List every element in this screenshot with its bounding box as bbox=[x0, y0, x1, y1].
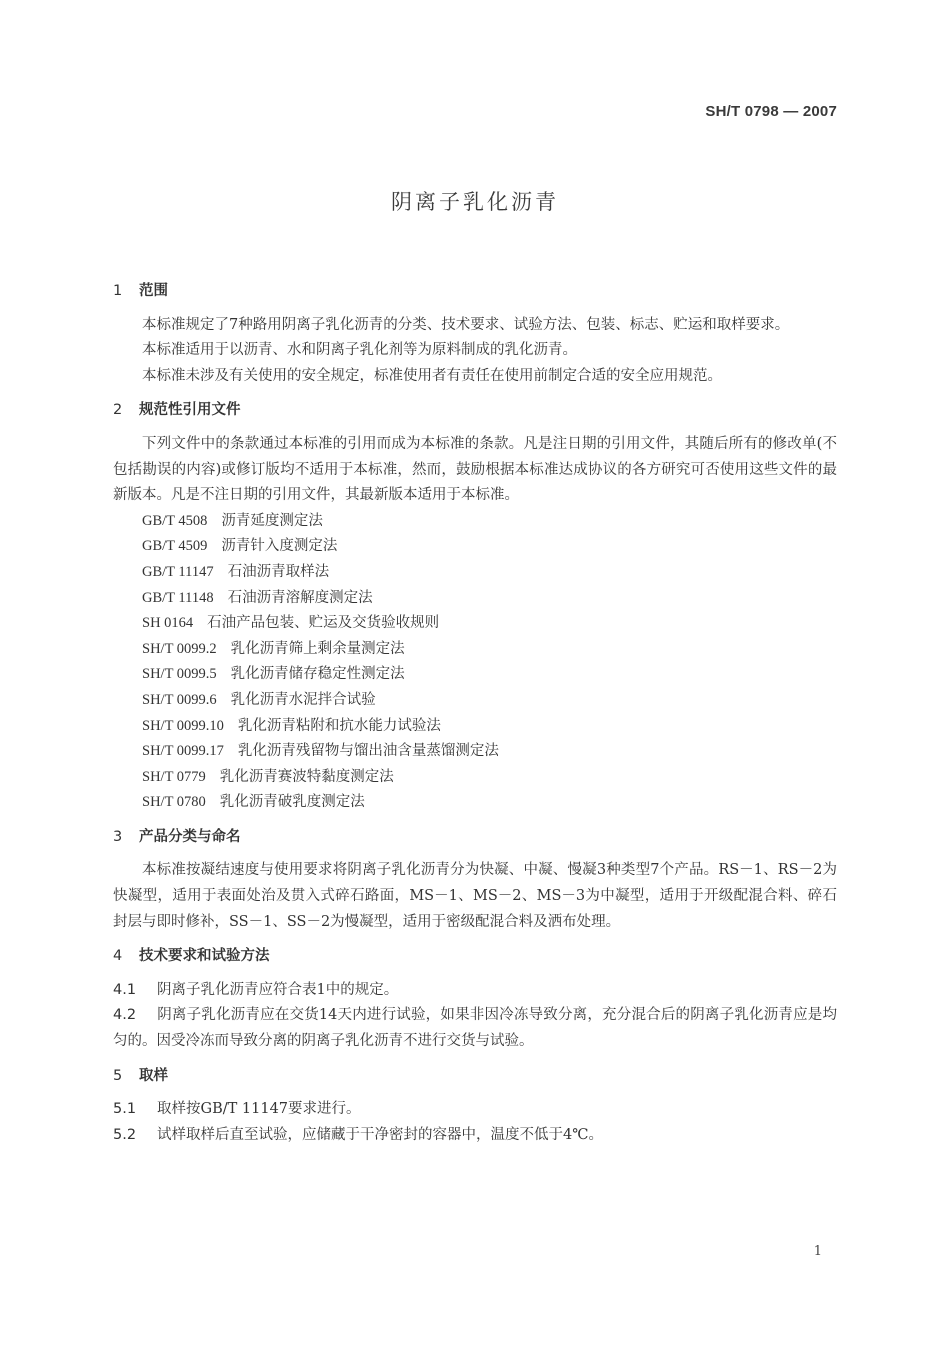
reference-name: 乳化沥青赛波特黏度测定法 bbox=[219, 768, 394, 785]
reference-code: SH/T 0099.2 bbox=[142, 640, 217, 657]
section-title: 规范性引用文件 bbox=[139, 402, 241, 419]
standard-code: SH/T 0798 — 2007 bbox=[705, 103, 837, 120]
reference-name: 乳化沥青水泥拌合试验 bbox=[230, 691, 376, 708]
paragraph: 下列文件中的条款通过本标准的引用而成为本标准的条款。凡是注日期的引用文件，其随后所有的修改单(不包括勘误的内容)或修订版均不适用于本标准，然而，鼓励根据本标准达成协议的各方研究可否使用这些文件的最新版本。凡是不注日期的引用文件，其最新版本适用于本标准。 bbox=[113, 435, 837, 504]
document-title: 阴离子乳化沥青 bbox=[391, 190, 559, 214]
clause-number: 4.2 bbox=[113, 1007, 137, 1024]
section-title: 技术要求和试验方法 bbox=[139, 948, 270, 965]
paragraph: 本标准适用于以沥青、水和阴离子乳化剂等为原料制成的乳化沥青。 bbox=[142, 342, 577, 359]
reference-name: 石油沥青取样法 bbox=[227, 563, 330, 580]
section-heading-sampling bbox=[113, 1064, 837, 1090]
clause bbox=[113, 1003, 837, 1054]
section-title: 范围 bbox=[139, 283, 168, 299]
section-number: 2 bbox=[113, 402, 123, 419]
section-number: 1 bbox=[113, 283, 123, 299]
document-body bbox=[113, 279, 837, 1148]
section-heading-normative-references bbox=[113, 398, 837, 424]
reference-code: SH/T 0099.10 bbox=[142, 717, 224, 734]
reference-item bbox=[113, 662, 837, 688]
page-number: 1 bbox=[813, 1244, 822, 1259]
section-title: 取样 bbox=[139, 1067, 168, 1084]
clause-text: 取样按GB/T 11147要求进行。 bbox=[157, 1101, 361, 1118]
clause-number: 5.1 bbox=[113, 1101, 137, 1118]
clause-text: 阴离子乳化沥青应在交货14天内进行试验，如果非因冷冻导致分离，充分混合后的阴离子乳化沥青应是均匀的。因受冷冻而导致分离的阴离子乳化沥青不进行交货与试验。 bbox=[113, 1007, 837, 1050]
reference-code: GB/T 4508 bbox=[142, 512, 208, 529]
section-heading-technical-requirements bbox=[113, 944, 837, 970]
reference-item bbox=[113, 790, 837, 816]
clause bbox=[113, 1097, 837, 1123]
reference-item bbox=[113, 560, 837, 586]
section-heading-classification bbox=[113, 825, 837, 851]
reference-code: SH 0164 bbox=[142, 615, 194, 632]
reference-item bbox=[113, 765, 837, 791]
reference-name: 乳化沥青筛上剩余量测定法 bbox=[230, 640, 405, 657]
reference-list bbox=[113, 509, 837, 816]
reference-code: GB/T 4509 bbox=[142, 538, 208, 555]
reference-name: 石油产品包装、贮运及交货验收规则 bbox=[207, 615, 440, 632]
reference-name: 石油沥青溶解度测定法 bbox=[227, 589, 373, 606]
clause-text: 试样取样后直至试验，应储藏于干净密封的容器中，温度不低于4℃。 bbox=[157, 1126, 603, 1143]
paragraph: 本标准按凝结速度与使用要求将阴离子乳化沥青分为快凝、中凝、慢凝3种类型7个产品。RS－1、RS－2为快凝型，适用于表面处治及贯入式碎石路面，MS－1、MS－2、MS－3为中凝型，适用于开级配混合料、碎石封层与即时修补，SS－1、SS－2为慢凝型，适用于密级配混合料及洒布处理。 bbox=[113, 862, 837, 930]
reference-name: 乳化沥青储存稳定性测定法 bbox=[230, 666, 405, 683]
reference-code: SH/T 0779 bbox=[142, 768, 206, 785]
reference-code: SH/T 0099.17 bbox=[142, 743, 224, 760]
reference-item bbox=[113, 534, 837, 560]
section-number: 4 bbox=[113, 948, 123, 965]
reference-item bbox=[113, 637, 837, 663]
clause bbox=[113, 1123, 837, 1149]
reference-name: 乳化沥青破乳度测定法 bbox=[219, 794, 365, 811]
clause-number: 5.2 bbox=[113, 1126, 137, 1143]
section-number: 5 bbox=[113, 1067, 123, 1084]
reference-code: SH/T 0780 bbox=[142, 794, 206, 811]
reference-name: 乳化沥青粘附和抗水能力试验法 bbox=[237, 717, 441, 734]
reference-name: 乳化沥青残留物与馏出油含量蒸馏测定法 bbox=[237, 743, 499, 760]
clause bbox=[113, 978, 837, 1004]
reference-name: 沥青延度测定法 bbox=[221, 512, 323, 529]
clause-text: 阴离子乳化沥青应符合表1中的规定。 bbox=[157, 981, 399, 998]
reference-item bbox=[113, 739, 837, 765]
reference-code: SH/T 0099.6 bbox=[142, 691, 217, 708]
paragraph: 本标准未涉及有关使用的安全规定，标准使用者有责任在使用前制定合适的安全应用规范。 bbox=[142, 367, 722, 384]
section-number: 3 bbox=[113, 828, 123, 845]
reference-item bbox=[113, 714, 837, 740]
reference-item bbox=[113, 611, 837, 637]
section-title: 产品分类与命名 bbox=[139, 828, 241, 845]
section-heading-scope bbox=[113, 279, 837, 305]
reference-code: SH/T 0099.5 bbox=[142, 666, 217, 683]
reference-item bbox=[113, 509, 837, 535]
clause-number: 4.1 bbox=[113, 981, 137, 998]
reference-item bbox=[113, 586, 837, 612]
paragraph: 本标准规定了7种路用阴离子乳化沥青的分类、技术要求、试验方法、包装、标志、贮运和取样要求。 bbox=[142, 316, 790, 333]
reference-code: GB/T 11147 bbox=[142, 563, 214, 580]
reference-code: GB/T 11148 bbox=[142, 589, 214, 606]
reference-name: 沥青针入度测定法 bbox=[221, 538, 338, 555]
reference-item bbox=[113, 688, 837, 714]
